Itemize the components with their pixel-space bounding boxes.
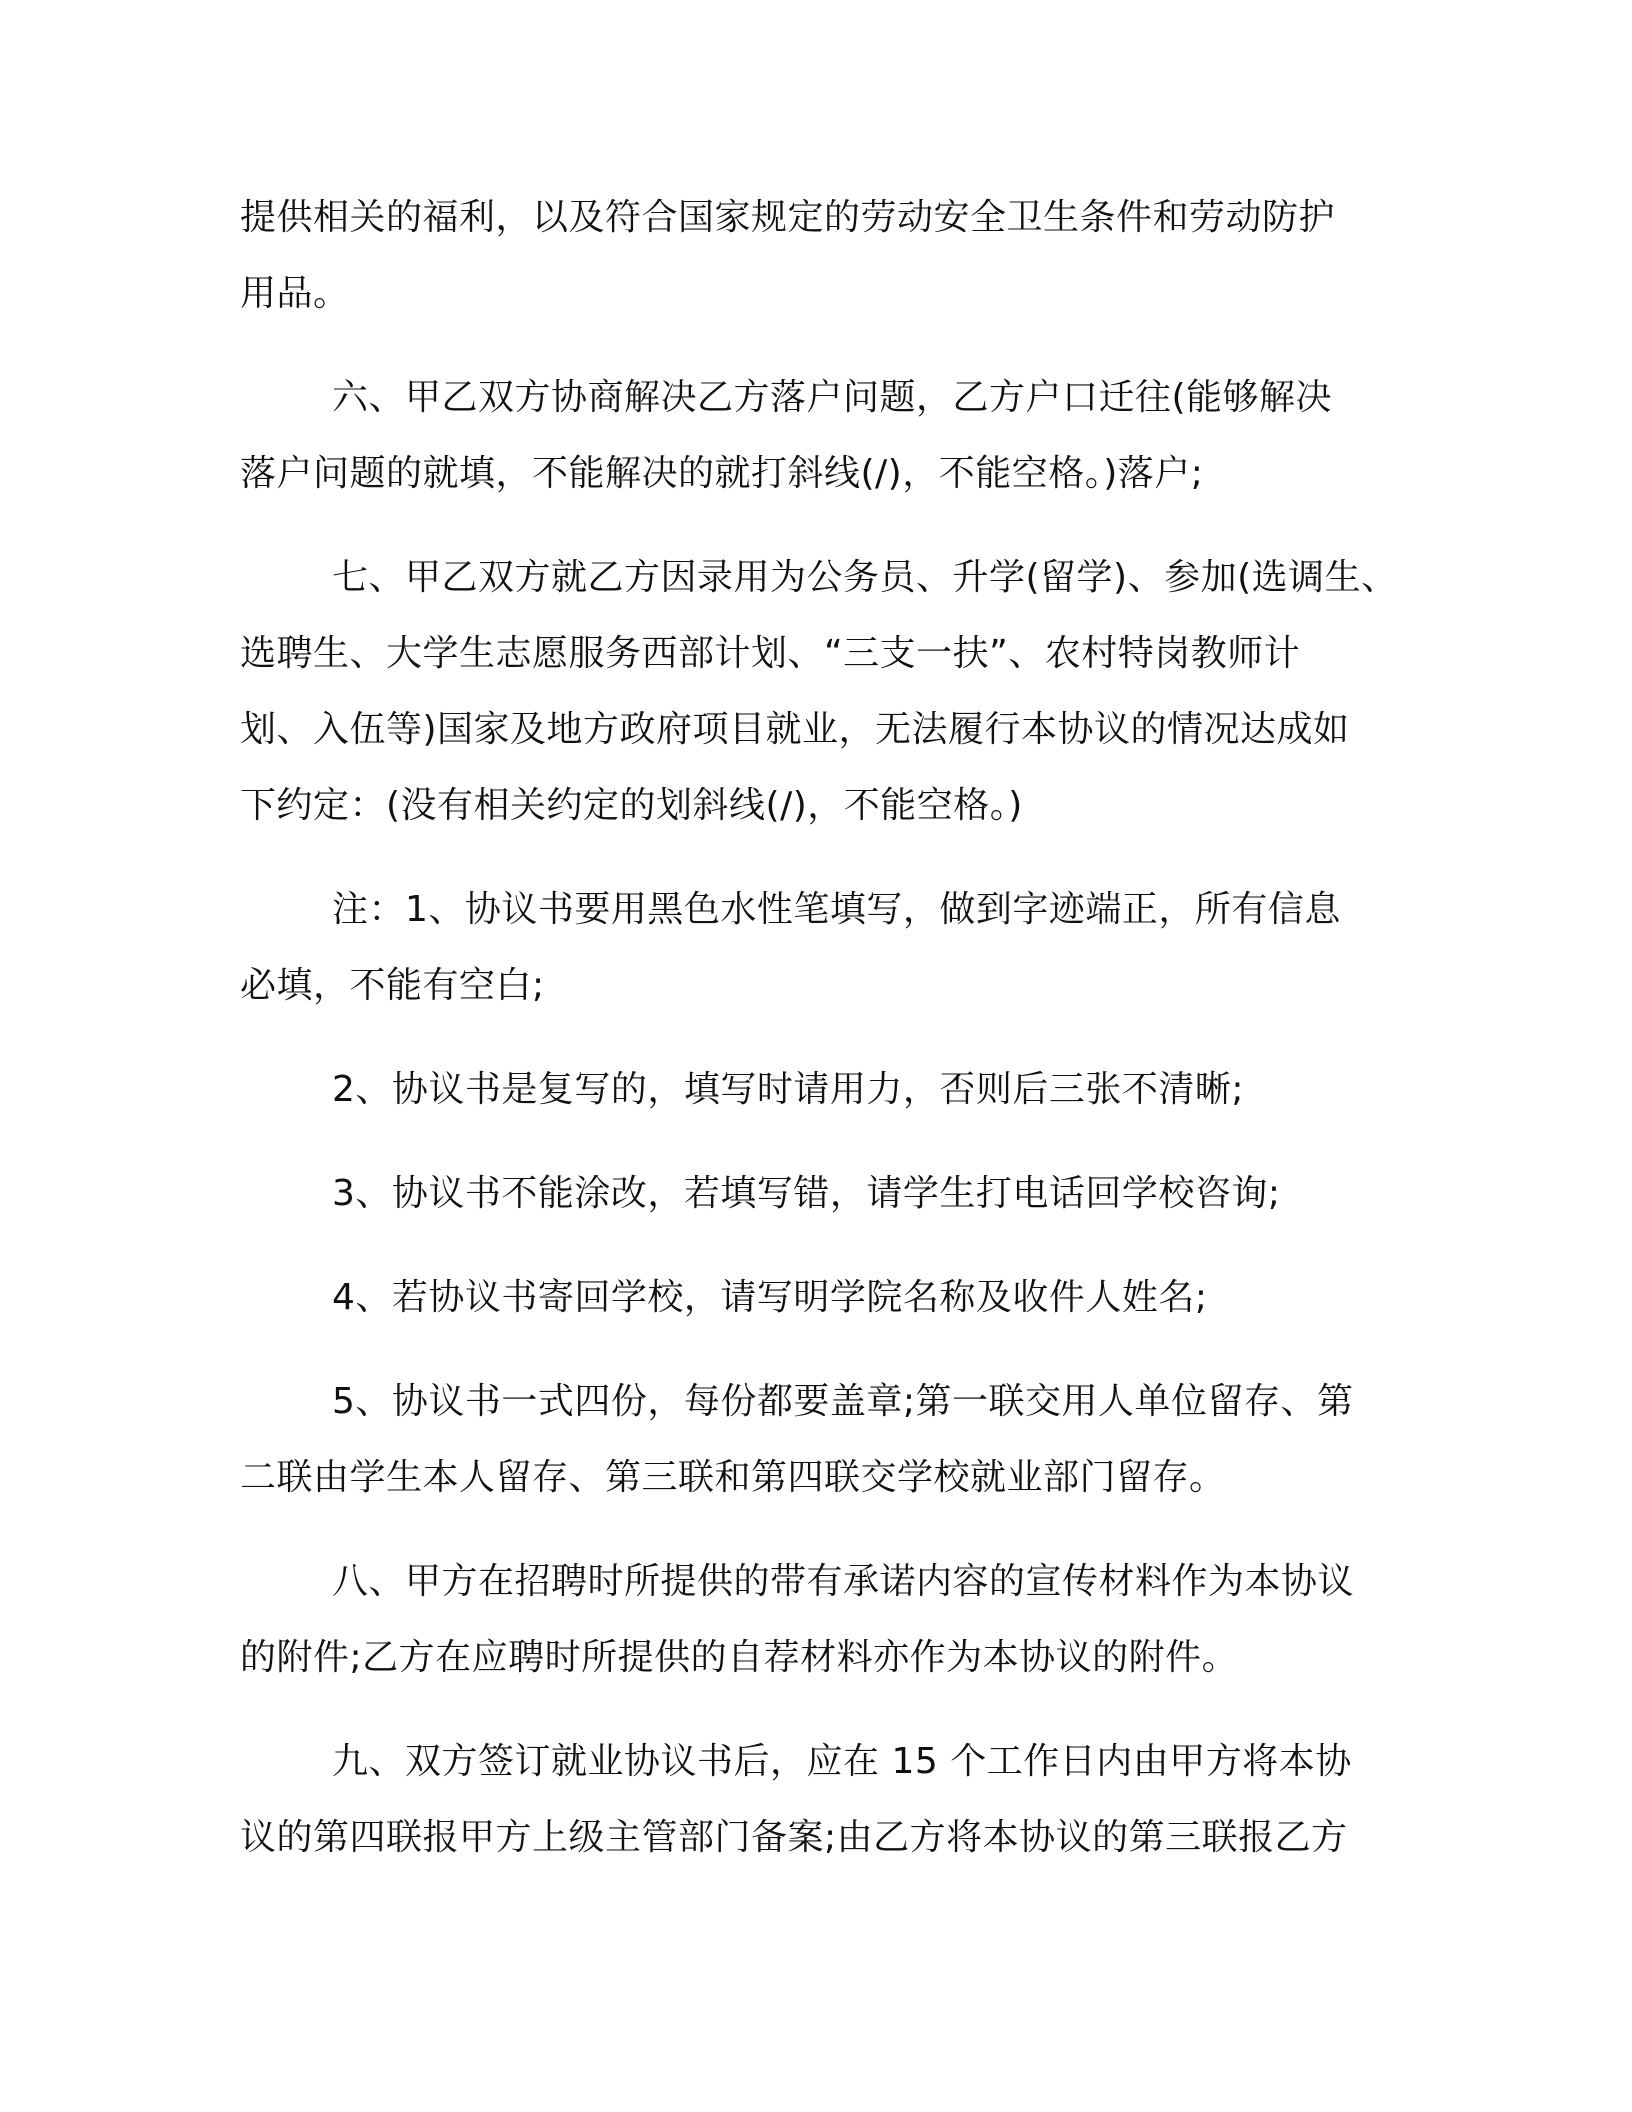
paragraph-8-line: 八、甲方在招聘时所提供的带有承诺内容的宣传材料作为本协议 xyxy=(332,1561,1355,1602)
paragraph-6-line: 落户问题的就填，不能解决的就打斜线(/)，不能空格。)落户; xyxy=(240,453,1204,494)
note-2-line: 2、协议书是复写的，填写时请用力，否则后三张不清晰; xyxy=(332,1069,1245,1110)
note-4-line: 4、若协议书寄回学校，请写明学院名称及收件人姓名; xyxy=(332,1277,1208,1318)
paragraph-7-line: 划、入伍等)国家及地方政府项目就业，无法履行本协议的情况达成如 xyxy=(240,709,1350,750)
note-5-line: 二联由学生本人留存、第三联和第四联交学校就业部门留存。 xyxy=(240,1457,1226,1498)
paragraph-9-line: 议的第四联报甲方上级主管部门备案;由乙方将本协议的第三联报乙方 xyxy=(240,1817,1348,1858)
paragraph-7-line: 选聘生、大学生志愿服务西部计划、“三支一扶”、农村特岗教师计 xyxy=(240,633,1301,674)
paragraph-8-line: 的附件;乙方在应聘时所提供的自荐材料亦作为本协议的附件。 xyxy=(240,1637,1239,1678)
text-line: 用品。 xyxy=(240,273,350,314)
paragraph-7-line: 七、甲乙双方就乙方因录用为公务员、升学(留学)、参加(选调生、 xyxy=(332,557,1398,598)
note-5-line: 5、协议书一式四份，每份都要盖章;第一联交用人单位留存、第 xyxy=(332,1381,1354,1422)
note-1-line: 必填，不能有空白; xyxy=(240,965,545,1006)
paragraph-9-line: 九、双方签订就业协议书后，应在 15 个工作日内由甲方将本协 xyxy=(332,1741,1352,1782)
note-3-line: 3、协议书不能涂改，若填写错，请学生打电话回学校咨询; xyxy=(332,1173,1281,1214)
paragraph-7-line: 下约定：(没有相关约定的划斜线(/)，不能空格。) xyxy=(240,785,1023,826)
paragraph-6-line: 六、甲乙双方协商解决乙方落户问题，乙方户口迁往(能够解决 xyxy=(332,377,1333,418)
note-1-line: 注：1、协议书要用黑色水性笔填写，做到字迹端正，所有信息 xyxy=(332,889,1341,930)
text-line: 提供相关的福利，以及符合国家规定的劳动安全卫生条件和劳动防护 xyxy=(240,197,1336,238)
